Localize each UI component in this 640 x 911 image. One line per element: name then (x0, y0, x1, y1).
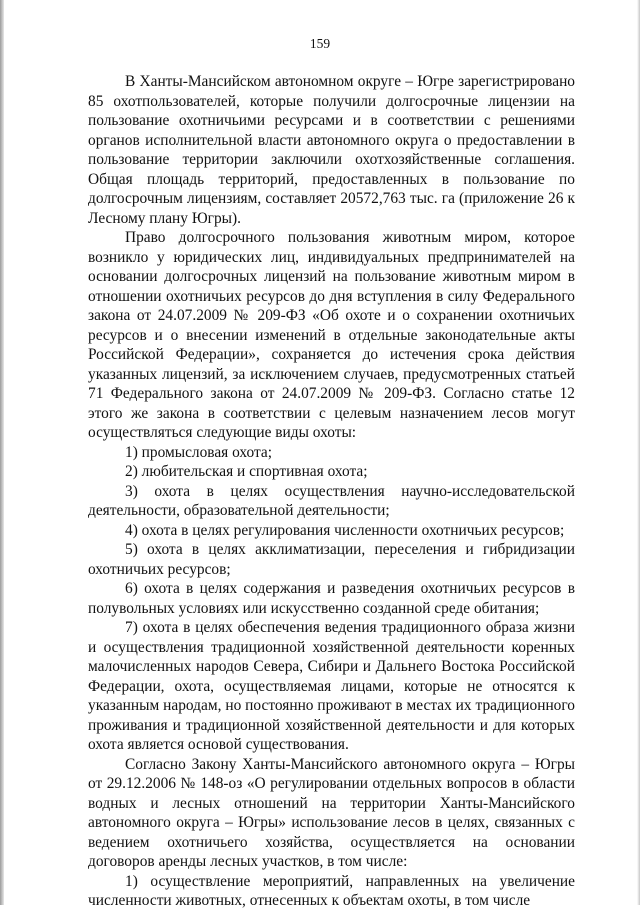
paragraph-regional-law: Согласно Закону Ханты-Мансийского автономного округа – Югры от 29.12.2006 № 148-оз «О регулировании отдельных вопросов в области водных и лесных отношений на территории Ханты-Мансийского автономного округа – Югры» использование лесов в целях, связанных с ведением охотничьего хозяйства, осуществляется на основании договоров аренды лесных участков, в том числе: (88, 755, 575, 870)
body-text (88, 72, 575, 911)
paragraph-long-term-rights: Право долгосрочного пользования животным миром, которое возникло у юридических лиц, индивидуальных предпринимателей на основании долгосрочных лицензий на пользование животным миром в отношении охотничьих ресурсов до дня вступления в силу Федерального закона от 24.07.2009 № 209-ФЗ «Об охоте и о сохранении охотничьих ресурсов и о внесении изменений в отдельные законодательные акты Российской Федерации», сохраняется до истечения срока действия указанных лицензий, за исключением случаев, предусмотренных статьей 71 Федерального закона от 24.07.2009 № 209-ФЗ. Согласно статье 12 этого же закона в соответствии с целевым назначением лесов могут осуществляться следующие виды охоты: (88, 229, 575, 441)
list-item: 5) охота в целях акклиматизации, переселения и гибридизации охотничьих ресурсов; (88, 541, 575, 578)
page-number: 159 (309, 36, 331, 51)
list-item: 7) охота в целях обеспечения ведения традиционного образа жизни и осуществления традиционной хозяйственной деятельности коренных малочисленных народов Севера, Сибири и Дальнего Востока Российской Федерации, охота, осуществляемая лицами, которые не относятся к указанным народам, но постоянно проживают в местах их традиционного проживания и традиционной хозяйственной деятельности и для которых охота является основой существования. (88, 619, 575, 753)
list-item: 3) охота в целях осуществления научно-исследовательской деятельности, образовательной деятельности; (88, 482, 575, 519)
paragraph-registered-users: В Ханты-Мансийском автономном округе – Югре зарегистрировано 85 охотпользователей, которые получили долгосрочные лицензии на пользование охотничьими ресурсами и в соответствии с решениями органов исполнительной власти автономного округа о предоставлении в пользование территории заключили охотхозяйственные соглашения. Общая площадь территорий, предоставленных в пользование по долгосрочным лицензиям, составляет 20572,763 тыс. га (приложение 26 к Лесному плану Югры). (88, 73, 575, 227)
list-item: 2) любительская и спортивная охота; (125, 463, 368, 480)
list-item: 6) охота в целях содержания и разведения охотничьих ресурсов в полувольных условиях или искусственно созданной среде обитания; (88, 580, 575, 617)
list-item: 4) охота в целях регулирования численности охотничьих ресурсов; (125, 521, 565, 539)
scan-edge-left (0, 0, 4, 905)
list-item: 1) осуществление мероприятий, направленных на увеличение численности животных, отнесенных к объектам охоты, в том числе (88, 872, 575, 909)
list-item: 1) промысловая охота; (125, 443, 273, 461)
